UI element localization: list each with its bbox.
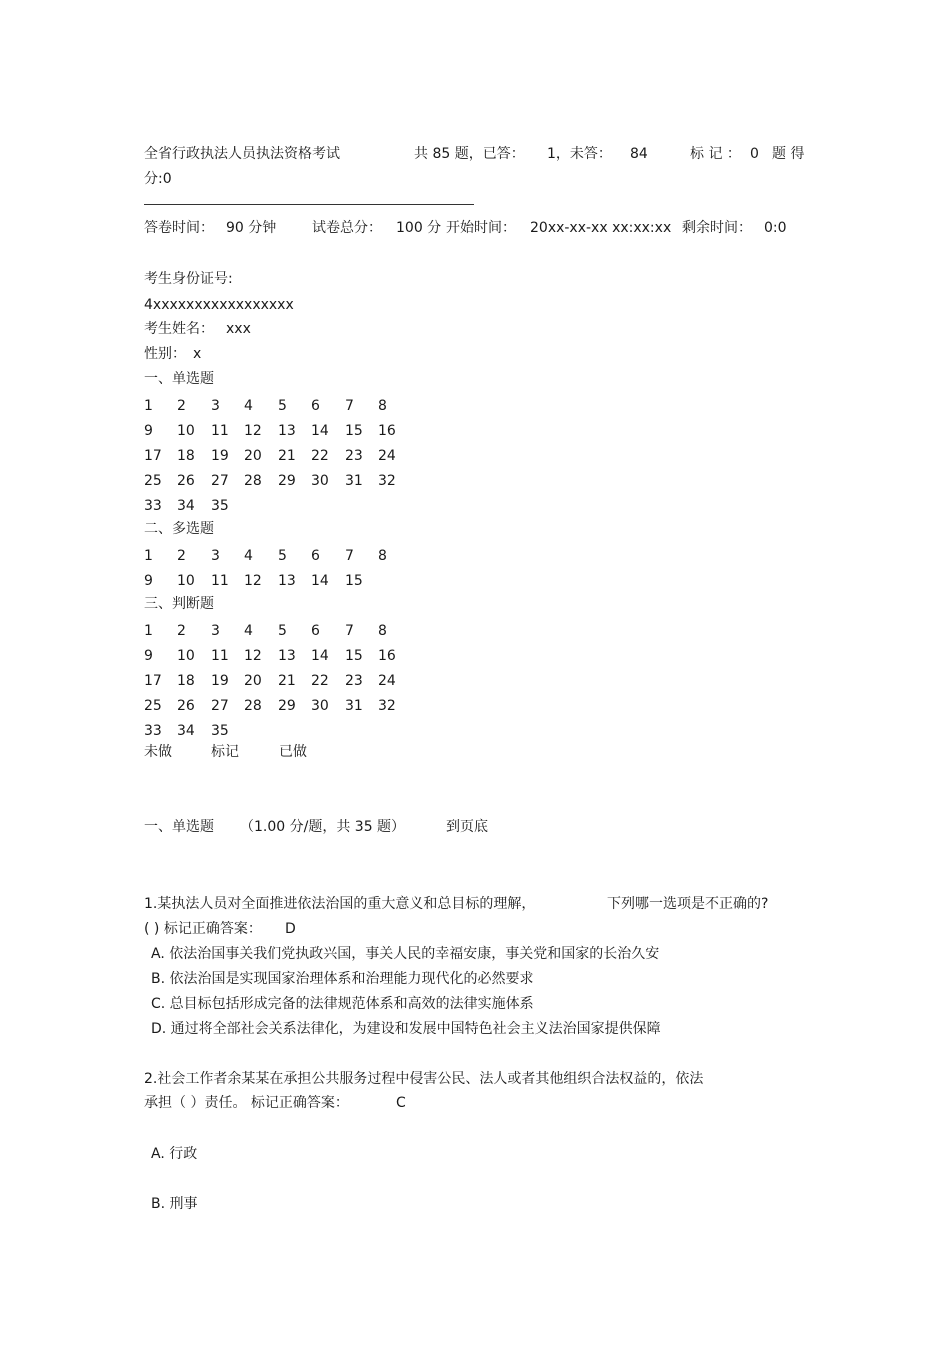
nav-question-number[interactable]: 35 [211,498,229,514]
nav-question-number[interactable]: 25 [144,698,162,714]
nav-question-number[interactable]: 7 [345,398,354,414]
question-1-option-a[interactable]: A. 依法治国事关我们党执政兴国，事关人民的幸福安康，事关党和国家的长治久安 [151,946,660,962]
nav-question-number[interactable]: 31 [345,473,363,489]
question-2-text: 2.社会工作者余某某在承担公共服务过程中侵害公民、法人或者其他组织合法权益的，依法 [144,1071,704,1087]
nav-section-title: 三、判断题 [144,596,214,612]
nav-question-number[interactable]: 24 [378,673,396,689]
nav-question-number[interactable]: 32 [378,698,396,714]
question-1-option-b[interactable]: B. 依法治国是实现国家治理体系和治理能力现代化的必然要求 [151,971,534,987]
nav-question-number[interactable]: 28 [244,698,262,714]
nav-question-number[interactable]: 10 [177,648,195,664]
time-value: 90 分钟 [226,220,277,236]
nav-question-number[interactable]: 18 [177,673,195,689]
nav-question-number[interactable]: 13 [278,423,296,439]
nav-question-number[interactable]: 17 [144,448,162,464]
start-time-value: 20xx-xx-xx xx:xx:xx [530,220,672,236]
marked-label: 标 记 ： [690,146,741,162]
nav-question-number[interactable]: 31 [345,698,363,714]
nav-question-number[interactable]: 20 [244,448,262,464]
question-2-mark[interactable]: 承担（ ）责任。 标记正确答案： [144,1095,349,1111]
nav-question-number[interactable]: 12 [244,423,262,439]
nav-question-number[interactable]: 3 [211,398,220,414]
legend-unanswered: 未做 [144,744,172,760]
time-label: 答卷时间： [144,220,214,236]
nav-question-number[interactable]: 12 [244,573,262,589]
id-value: 4xxxxxxxxxxxxxxxxx [144,297,294,313]
nav-question-number[interactable]: 27 [211,473,229,489]
nav-section-title: 二、多选题 [144,521,214,537]
nav-question-number[interactable]: 17 [144,673,162,689]
nav-question-number[interactable]: 5 [278,398,287,414]
question-2-option-b[interactable]: B. 刑事 [151,1196,198,1212]
nav-question-number[interactable]: 34 [177,723,195,739]
nav-question-number[interactable]: 3 [211,548,220,564]
score-label: 题 得 [772,146,805,162]
nav-question-number[interactable]: 34 [177,498,195,514]
nav-question-number[interactable]: 6 [311,623,320,639]
total-score-label: 试卷总分： [312,220,382,236]
to-bottom-link[interactable]: 到页底 [446,819,488,835]
nav-question-number[interactable]: 20 [244,673,262,689]
nav-question-number[interactable]: 4 [244,548,253,564]
gender-value: x [193,346,202,362]
question-1-text-cont: 下列哪一选项是不正确的? [607,896,769,912]
start-time-label: 开始时间： [446,220,516,236]
gender-label: 性别： [144,346,186,362]
nav-question-number[interactable]: 8 [378,398,387,414]
nav-question-number[interactable]: 33 [144,498,162,514]
nav-question-number[interactable]: 5 [278,623,287,639]
legend-marked: 标记 [211,744,239,760]
answered-count: 1，未答： [547,146,612,162]
id-label: 考生身份证号: [144,271,233,287]
section-meta: （1.00 分/题，共 35 题） [240,819,406,835]
nav-question-number[interactable]: 15 [345,423,363,439]
nav-question-number[interactable]: 13 [278,573,296,589]
legend-answered: 已做 [279,744,307,760]
nav-question-number[interactable]: 22 [311,673,329,689]
nav-question-number[interactable]: 1 [144,548,153,564]
nav-question-number[interactable]: 27 [211,698,229,714]
nav-question-number[interactable]: 10 [177,423,195,439]
nav-question-number[interactable]: 3 [211,623,220,639]
nav-question-number[interactable]: 32 [378,473,396,489]
nav-question-number[interactable]: 14 [311,423,329,439]
nav-question-number[interactable]: 1 [144,623,153,639]
name-value: xxx [226,321,251,337]
nav-question-number[interactable]: 5 [278,548,287,564]
nav-question-number[interactable]: 9 [144,648,153,664]
nav-question-number[interactable]: 4 [244,623,253,639]
exam-title: 全省行政执法人员执法资格考试 [144,146,340,162]
nav-question-number[interactable]: 16 [378,423,396,439]
nav-question-number[interactable]: 33 [144,723,162,739]
name-label: 考生姓名： [144,321,214,337]
nav-question-number[interactable]: 25 [144,473,162,489]
nav-question-number[interactable]: 35 [211,723,229,739]
question-1-text: 1.某执法人员对全面推进依法治国的重大意义和总目标的理解， [144,896,536,912]
remaining-time-value: 0:0 [764,220,787,236]
nav-question-number[interactable]: 24 [378,448,396,464]
nav-question-number[interactable]: 11 [211,573,229,589]
nav-question-number[interactable]: 6 [311,398,320,414]
marked-count: 0 [750,146,759,162]
nav-question-number[interactable]: 15 [345,573,363,589]
nav-question-number[interactable]: 28 [244,473,262,489]
nav-question-number[interactable]: 29 [278,698,296,714]
nav-question-number[interactable]: 8 [378,548,387,564]
nav-question-number[interactable]: 30 [311,698,329,714]
nav-question-number[interactable]: 6 [311,548,320,564]
total-score-value: 100 分 [396,220,442,236]
nav-question-number[interactable]: 23 [345,448,363,464]
nav-question-number[interactable]: 21 [278,448,296,464]
nav-question-number[interactable]: 13 [278,648,296,664]
nav-question-number[interactable]: 19 [211,673,229,689]
nav-question-number[interactable]: 23 [345,673,363,689]
nav-question-number[interactable]: 22 [311,448,329,464]
remaining-time-label: 剩余时间： [682,220,752,236]
nav-section-title: 一、单选题 [144,371,214,387]
nav-question-number[interactable]: 19 [211,448,229,464]
nav-question-number[interactable]: 26 [177,473,195,489]
nav-question-number[interactable]: 29 [278,473,296,489]
section-title: 一、单选题 [144,819,214,835]
question-1-option-c[interactable]: C. 总目标包括形成完备的法律规范体系和高效的法律实施体系 [151,996,534,1012]
question-total: 共 85 题，已答： [414,146,525,162]
question-1-mark[interactable]: ( ) 标记正确答案： [144,921,262,937]
nav-question-number[interactable]: 7 [345,548,354,564]
nav-question-number[interactable]: 12 [244,648,262,664]
nav-question-number[interactable]: 9 [144,423,153,439]
nav-question-number[interactable]: 11 [211,423,229,439]
nav-question-number[interactable]: 2 [177,623,186,639]
nav-question-number[interactable]: 9 [144,573,153,589]
question-2-option-a[interactable]: A. 行政 [151,1146,198,1162]
question-1-option-d[interactable]: D. 通过将全部社会关系法律化，为建设和发展中国特色社会主义法治国家提供保障 [151,1021,661,1037]
nav-question-number[interactable]: 1 [144,398,153,414]
nav-question-number[interactable]: 4 [244,398,253,414]
nav-question-number[interactable]: 15 [345,648,363,664]
unanswered-count: 84 [630,146,648,162]
nav-question-number[interactable]: 7 [345,623,354,639]
nav-question-number[interactable]: 30 [311,473,329,489]
question-1-answer: D [285,921,296,937]
nav-question-number[interactable]: 16 [378,648,396,664]
nav-question-number[interactable]: 11 [211,648,229,664]
nav-question-number[interactable]: 14 [311,648,329,664]
nav-question-number[interactable]: 10 [177,573,195,589]
nav-question-number[interactable]: 14 [311,573,329,589]
nav-question-number[interactable]: 2 [177,548,186,564]
question-2-answer: C [396,1095,406,1111]
divider [144,204,474,205]
score-value: 分:0 [144,171,172,187]
nav-question-number[interactable]: 8 [378,623,387,639]
nav-question-number[interactable]: 18 [177,448,195,464]
nav-question-number[interactable]: 26 [177,698,195,714]
nav-question-number[interactable]: 2 [177,398,186,414]
nav-question-number[interactable]: 21 [278,673,296,689]
